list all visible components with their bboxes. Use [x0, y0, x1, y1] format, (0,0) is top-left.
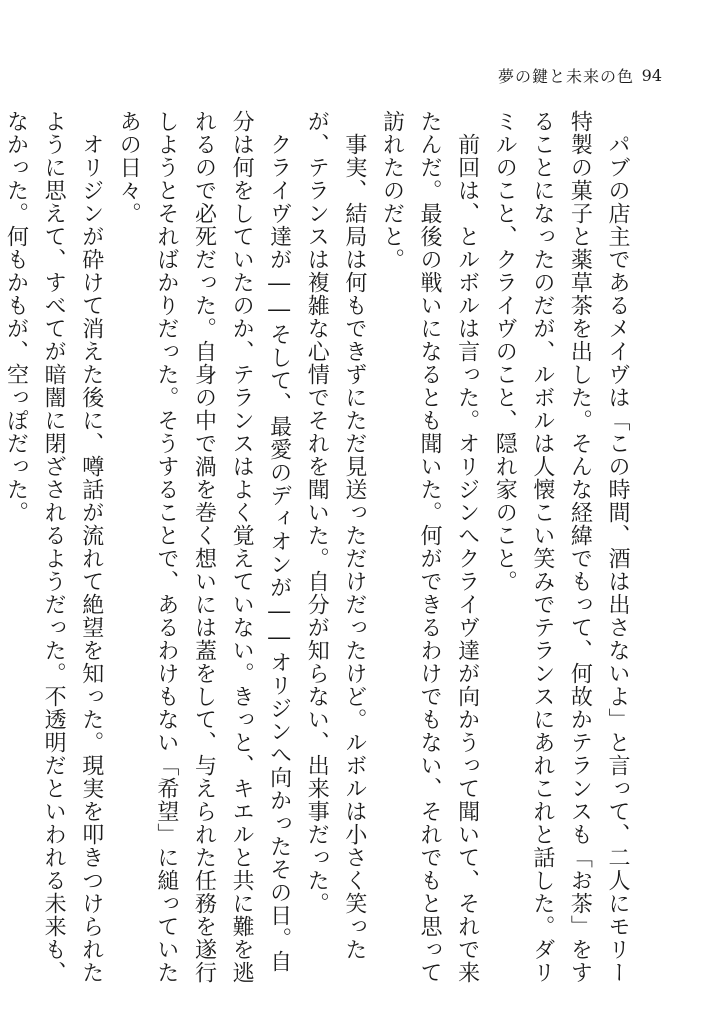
paragraph-3: 事実、結局は何もできずにただ見送っただけだったけど。ルボルは小さく笑ったが、テランスは複雑な心情でそれを聞いた。自分が知らない、出来事だった。 — [304, 110, 367, 961]
paragraph-4: クライヴ達が――そして、最愛のディオンが――オリジンへ向かったその日。自分は何をしていたのか、テランスはよく覚えていない。きっと、キエルと共に難を逃れるので必死だった。自身の中で渦を巻く想いには蓋をして、与えられた任務を遂行しようとそればかりだった。そうすることで、あるわけもない「希望」に縋っていたあの日々。 — [116, 110, 292, 984]
page-number: 94 — [641, 66, 662, 85]
paragraph-2: 前回は、とルボルは言った。オリジンへクライヴ達が向かうって聞いて、それで来たんだ。最後の戦いになるとも聞いた。何ができるわけでもない、それでもと思って訪れたのだと。 — [379, 110, 480, 984]
paragraph-5: オリジンが砕けて消えた後に、噂話が流れて絶望を知った。現実を叩きつけられたように思えて、すべてが暗闇に閉ざされるようだった。不透明だといわれる未来も、なかった。何もかもが、空っぽだった。 — [3, 110, 104, 984]
body-text — [3, 110, 636, 990]
running-header-title: 夢の鍵と未来の色 — [497, 67, 634, 86]
paragraph-1: パブの店主であるメイヴは「この時間、酒は出さないよ」と言って、二人にモリー特製の菓子と薬草茶を出した。そんな経緯でもって、何故かテランスも「お茶」をすることになったのだが、ルボルは人懐こい笑みでテランスにあれこれと話した。ダリミルのこと、クライヴのこと、隠れ家のこと。 — [492, 110, 630, 984]
